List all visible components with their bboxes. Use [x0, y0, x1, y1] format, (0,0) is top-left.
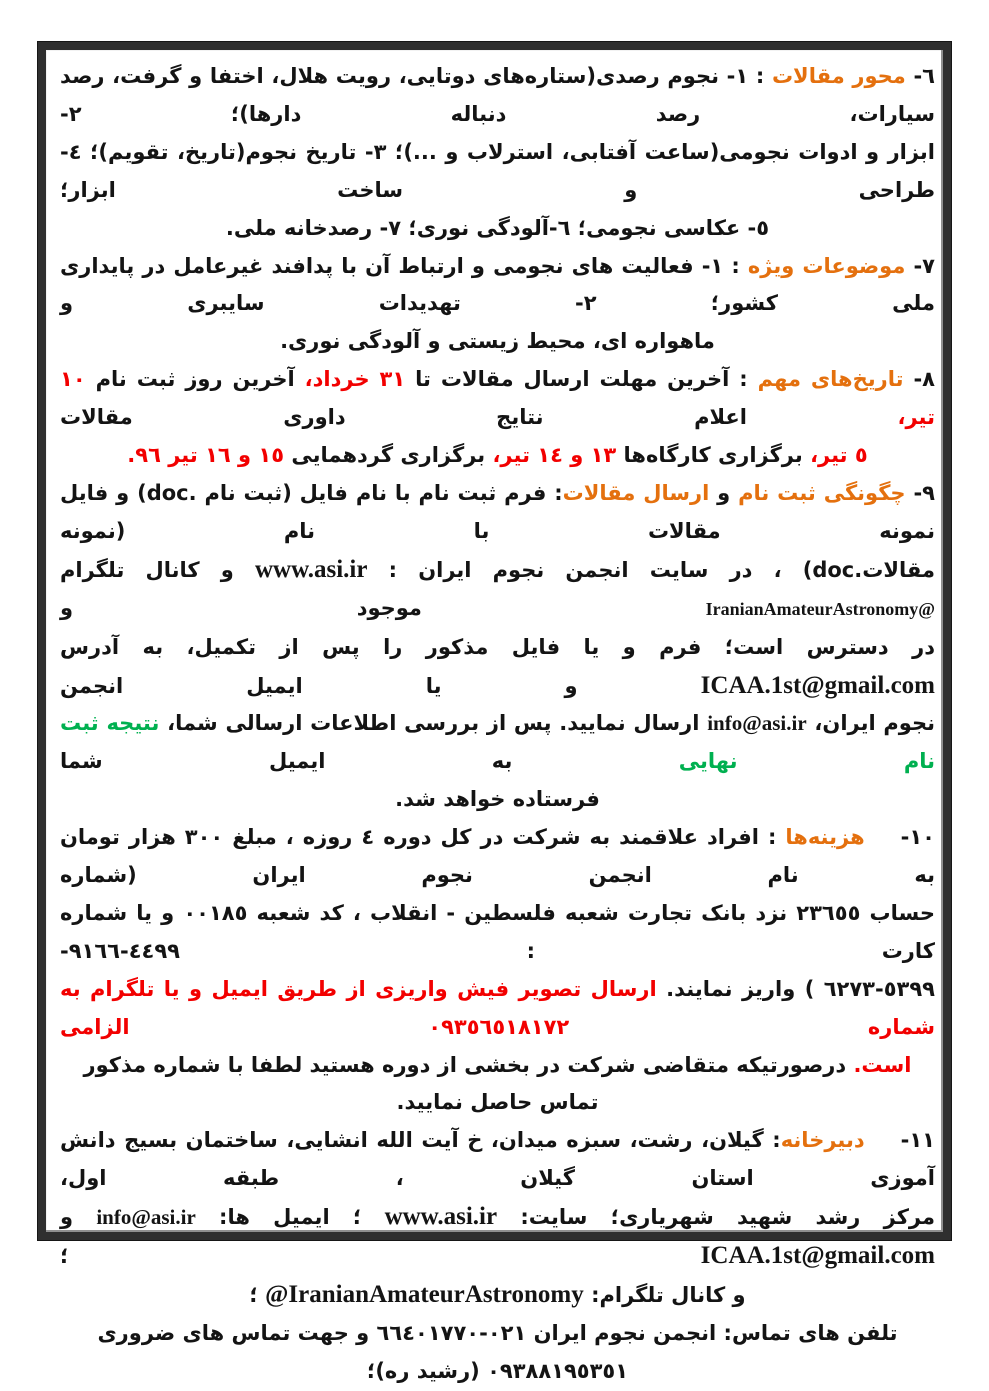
- doc-line: [60, 1198, 935, 1276]
- doc-line: [60, 210, 935, 248]
- email-address: ICAA.1st@gmail.com: [700, 671, 935, 699]
- text-run: ٥- عکاسی نجومی؛ ٦-آلودگی نوری؛ ٧- رصدخانه ملی.: [225, 215, 770, 240]
- doc-line: [60, 361, 935, 437]
- text-run: : فرم ثبت نام با نام فایل (ثبت نام .doc) و فایل نمونه مقالات با نام (نمونه: [60, 480, 935, 543]
- text-run: در دسترس است؛ فرم و یا فایل مذکور را پس از تکمیل، به آدرس: [60, 634, 935, 659]
- text-run: مرکز رشد شهید شهریاری؛ سایت:: [497, 1205, 935, 1230]
- text-run: ؛: [249, 1283, 266, 1307]
- emphasis-text: ارسال تصویر فیش واریزی از طریق ایمیل و یا تلگرام به شماره ٠٩٣٥٦٥١٨١٧٢ الزامی: [60, 976, 935, 1039]
- website-url: www.asi.ir: [254, 555, 368, 583]
- deadline-date: ١٠ تیر،: [60, 367, 935, 430]
- item-heading: محور مقالات: [771, 64, 906, 88]
- text-run: اعلام نتایج داوری مقالات: [60, 405, 898, 430]
- text-run: و کانال تلگرام:: [583, 1283, 746, 1307]
- telegram-handle: @IranianAmateurAstronomy: [265, 1281, 584, 1308]
- item-heading: هزینه‌ها: [785, 825, 865, 850]
- doc-line: [60, 1276, 935, 1315]
- doc-line: [60, 1047, 935, 1123]
- deadline-date: ١٣ و ١٤ تیر،: [492, 443, 617, 468]
- doc-line: [60, 1315, 935, 1391]
- item-heading: دبیرخانه: [780, 1128, 865, 1153]
- item-number: ٦-: [905, 64, 935, 88]
- text-run: و: [60, 1205, 97, 1230]
- doc-line: [60, 781, 935, 819]
- text-run: : آخرین مهلت ارسال مقالات تا: [405, 367, 758, 392]
- text-run: مقالات.doc) ، در سایت انجمن نجوم ایران :: [367, 557, 935, 582]
- text-run: نجوم ایران،: [806, 711, 935, 736]
- page-border-frame: [38, 42, 951, 1383]
- emphasis-text: است.: [853, 1052, 912, 1077]
- website-url: www.asi.ir: [384, 1203, 498, 1231]
- text-run: برگزاری کارگاه‌ها: [616, 443, 811, 468]
- doc-line: [60, 971, 935, 1047]
- document-body: [46, 50, 943, 1383]
- text-run: ماهواره ای، محیط زیستی و آلودگی نوری.: [280, 329, 715, 354]
- text-run: تلفن های تماس: انجمن نجوم ایران ٠٢١-٦٦٤٠١٧٧٠ و جهت تماس های ضروری ٠٩٣٨٨١٩٥٣٥١ (رشید ره)؛: [97, 1320, 898, 1383]
- doc-line: [60, 248, 935, 324]
- doc-line: [60, 819, 935, 895]
- text-run: : ١- فعالیت های نجومی و ارتباط آن با پدافند غیرعامل در پایداری ملی کشور؛ ٢- تهدیدات سایبری و: [60, 253, 935, 316]
- text-run: : افراد علاقمند به شرکت در کل دوره ٤ روزه ، مبلغ ٣٠٠ هزار تومان به نام انجمن نجوم ایران (شماره: [60, 825, 935, 888]
- deadline-date: ٥ تیر،: [810, 443, 868, 468]
- text-run: آخرین روز ثبت نام: [85, 367, 305, 392]
- doc-line: [60, 895, 935, 971]
- email-address: info@asi.ir: [96, 1205, 196, 1230]
- text-run: ؛ ایمیل ها:: [195, 1205, 385, 1230]
- text-run: فرستاده خواهد شد.: [395, 787, 600, 812]
- item-heading: موضوعات ویژه: [747, 253, 906, 278]
- email-address: ICAA.1st@gmail.com: [700, 1242, 935, 1270]
- doc-line: [60, 58, 935, 134]
- doc-line: [60, 437, 935, 475]
- doc-line: [60, 551, 935, 629]
- text-run: برگزاری گردهمایی: [284, 443, 493, 468]
- item-number: ٨-: [903, 367, 935, 392]
- item-heading: تاریخ‌های مهم: [757, 367, 904, 392]
- text-run: ارسال نمایید. پس از بررسی اطلاعات ارسالی شما،: [159, 711, 708, 736]
- email-address: info@asi.ir: [707, 711, 807, 736]
- text-run: و کانال تلگرام: [60, 557, 255, 582]
- emphasis-text: نتیجه ثبت نام نهایی: [60, 711, 935, 774]
- telegram-handle: @IranianAmateurAstronomy: [705, 598, 935, 619]
- text-run: و یا ایمیل انجمن: [60, 673, 701, 698]
- doc-line: [60, 134, 935, 210]
- item-number: ١١-: [900, 1128, 935, 1153]
- doc-line: [60, 323, 935, 361]
- deadline-date: ٣١ خرداد،: [304, 367, 406, 392]
- text-run: حساب ٢٣٦٥٥ نزد بانک تجارت شعبه فلسطین - انقلاب ، کد شعبه ٠٠١٨٥ و یا شماره کارت : ٤٤٩٩-٩١٦٦-: [60, 900, 936, 963]
- deadline-date: ١٥ و ١٦ تیر ٩٦.: [127, 443, 285, 468]
- item-heading: چگونگی ثبت نام: [738, 480, 906, 505]
- text-run: و: [709, 480, 739, 505]
- text-run: ابزار و ادوات نجومی(ساعت آفتابی، استرلاب و ...)؛ ٣- تاریخ نجوم(تاریخ، تقویم)؛ ٤- طراحی و ساخت ابزار؛: [60, 139, 935, 202]
- text-run: ٥٣٩٩-٦٢٧٣ ) واریز نمایند.: [656, 976, 935, 1001]
- item-number: ١٠-: [900, 825, 935, 850]
- doc-line: [60, 1122, 935, 1198]
- doc-line: [60, 705, 935, 781]
- text-run: : ١- نجوم رصدی(ستاره‌های دوتایی، رویت هلال، اختفا و گرفت، رصد سیارات، رصد دنباله دارها)؛ ٢-: [60, 64, 935, 126]
- text-run: ؛: [60, 1244, 701, 1269]
- item-number: ٧-: [905, 253, 935, 278]
- doc-line: [60, 475, 935, 551]
- text-run: : گیلان، رشت، سبزه میدان، خ آیت الله انشایی، ساختمان بسیج دانش آموزی استان گیلان ، طبقه اول،: [60, 1128, 935, 1191]
- text-run: درصورتیکه متقاضی شرکت در بخشی از دوره هستید لطفا با شماره مذکور تماس حاصل نمایید.: [83, 1052, 854, 1115]
- item-heading: ارسال مقالات: [562, 480, 710, 505]
- item-number: ٩-: [905, 480, 935, 505]
- text-run: به ایمیل شما: [60, 749, 679, 774]
- doc-line: [60, 629, 935, 706]
- text-run: موجود و: [60, 595, 706, 620]
